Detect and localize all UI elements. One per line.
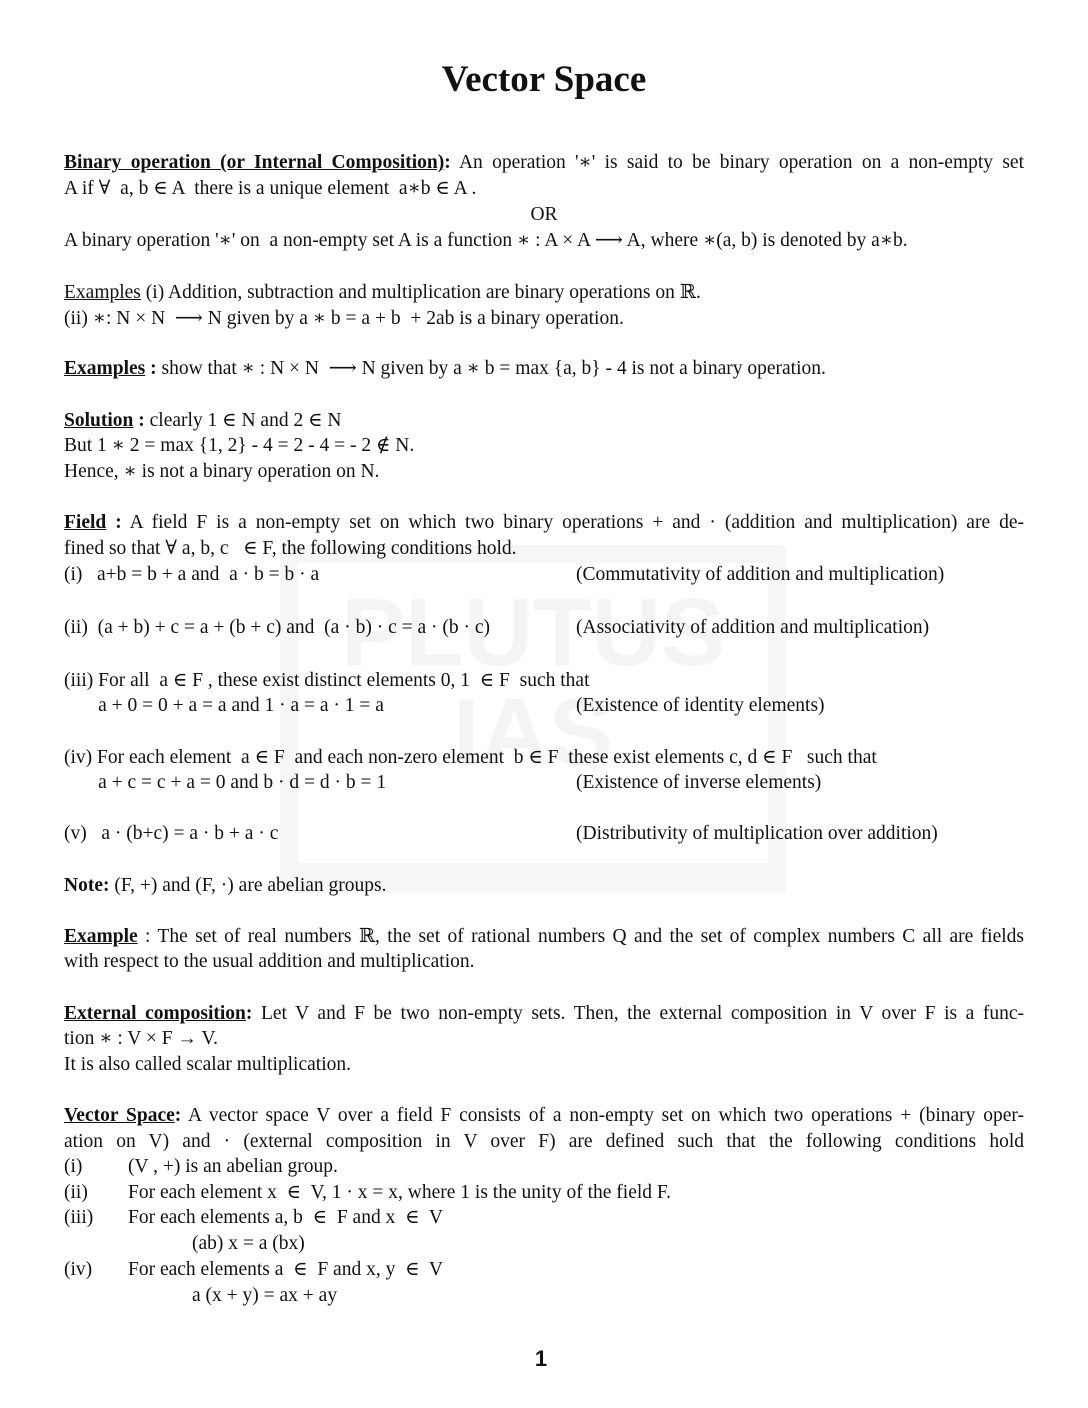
line-text: (F, +) and (F, ·) are abelian groups.	[109, 875, 387, 896]
item-label: (ii)	[64, 1182, 88, 1203]
text-line	[64, 694, 1024, 718]
line-text: ation on V) and · (external composition in V over F) are defined such that the following conditions hold	[64, 1131, 1024, 1152]
item-label: (iv)	[64, 1259, 93, 1280]
text-line	[64, 1130, 1024, 1154]
line-text: : The set of real numbers ℝ, the set of rational numbers Q and the set of complex numbers C all are fields	[137, 926, 1024, 947]
text-line	[64, 511, 1024, 535]
line-text: (V , +) is an abelian group.	[128, 1156, 338, 1177]
line-text: (i) Addition, subtraction and multiplication are binary operations on ℝ.	[140, 282, 701, 303]
line-text: But 1 ∗ 2 = max {1, 2} - 4 = 2 - 4 = - 2 ∉ N.	[64, 435, 415, 456]
text-line	[64, 1258, 1024, 1282]
line-text: clearly 1 ∈ N and 2 ∈ N	[144, 410, 342, 431]
page-title: Vector Space	[441, 59, 647, 100]
text-line	[64, 177, 1024, 201]
text-line	[64, 357, 1024, 381]
text-line	[64, 950, 1024, 974]
text-line	[64, 460, 1024, 484]
text-line	[192, 1232, 1088, 1256]
text-line	[64, 616, 1024, 640]
section-heading: Field	[64, 512, 107, 533]
heading-separator: :	[133, 410, 145, 431]
heading-separator: :	[106, 512, 122, 533]
line-text: OR	[530, 204, 558, 225]
text-line	[64, 771, 1024, 795]
line-text: with respect to the usual addition and multiplication.	[64, 951, 475, 972]
text-line	[64, 151, 1024, 175]
property-note: (Existence of inverse elements)	[576, 772, 822, 793]
text-line	[192, 1284, 1088, 1308]
text-line	[64, 1027, 1024, 1051]
item-label: (iii)	[64, 1207, 94, 1228]
line-text: a (x + y) = ax + ay	[192, 1285, 338, 1306]
line-text: Let V and F be two non-empty sets. Then, the external composition in V over F is a func-	[252, 1003, 1024, 1024]
line-text: (iii) For all a ∈ F , these exist distinct elements 0, 1 ∈ F such that	[64, 670, 590, 691]
line-text: (ii) (a + b) + c = a + (b + c) and (a · b) · c = a · (b · c)	[64, 617, 491, 638]
section-heading: External composition	[64, 1003, 246, 1024]
text-line	[64, 1053, 1024, 1077]
text-line	[64, 281, 1024, 305]
line-text: A field F is a non-empty set on which two binary operations + and · (addition and multiplication) are de-	[121, 512, 1024, 533]
text-line	[64, 537, 1024, 561]
line-text: a + 0 = 0 + a = a and 1 · a = a · 1 = a	[64, 695, 384, 716]
text-line	[64, 874, 1024, 898]
line-text: It is also called scalar multiplication.	[64, 1054, 351, 1075]
text-line	[64, 307, 1024, 331]
section-heading: Example	[64, 926, 138, 947]
heading-separator: :	[444, 152, 451, 173]
text-line	[64, 563, 1024, 587]
property-note: (Existence of identity elements)	[576, 695, 825, 716]
property-note: (Commutativity of addition and multiplication)	[576, 564, 945, 585]
line-text: (ii) ∗: N × N ⟶ N given by a ∗ b = a + b + 2ab is a binary operation.	[64, 308, 624, 329]
text-line	[64, 822, 1024, 846]
section-heading: Solution	[64, 410, 134, 431]
text-line	[64, 409, 1024, 433]
heading-separator: :	[174, 1105, 182, 1126]
text-line	[64, 669, 1024, 693]
line-text: a + c = c + a = 0 and b · d = d · b = 1	[64, 772, 387, 793]
text-line	[64, 1002, 1024, 1026]
line-text: A if ∀ a, b ∈ A there is a unique element a∗b ∈ A .	[64, 178, 477, 199]
line-text: A binary operation '∗' on a non-empty set A is a function ∗ : A × A ⟶ A, where ∗(a, b) is denoted by a∗b.	[64, 230, 908, 251]
text-line	[64, 925, 1024, 949]
page-number: 1	[534, 1346, 548, 1371]
section-heading: Examples	[64, 282, 141, 303]
line-text: For each element x ∈ V, 1 · x = x, where 1 is the unity of the field F.	[128, 1182, 672, 1203]
text-line	[64, 434, 1024, 458]
line-text: A vector space V over a field F consists of a non-empty set on which two operations + (binary oper-	[181, 1105, 1024, 1126]
heading-separator: :	[145, 358, 157, 379]
section-heading: Binary operation (or Internal Composition)	[64, 152, 445, 173]
line-text: tion ∗ : V × F → V.	[64, 1028, 218, 1049]
line-text: (iv) For each element a ∈ F and each non-zero element b ∈ F these exist elements c, d ∈ F such that	[64, 747, 877, 768]
text-line	[64, 229, 1024, 253]
text-line	[64, 1206, 1024, 1230]
text-line	[0, 203, 1088, 227]
item-label: (i)	[64, 1156, 83, 1177]
text-line	[64, 1181, 1024, 1205]
line-text: show that ∗ : N × N ⟶ N given by a ∗ b = max {a, b} - 4 is not a binary operation.	[156, 358, 826, 379]
text-line	[64, 746, 1024, 770]
line-text: For each elements a ∈ F and x, y ∈ V	[128, 1259, 443, 1280]
section-heading: Examples	[64, 358, 146, 379]
line-text: (ab) x = a (bx)	[192, 1233, 305, 1254]
text-line	[64, 1155, 1024, 1179]
line-text: (v) a · (b+c) = a · b + a · c	[64, 823, 279, 844]
heading-separator: :	[245, 1003, 253, 1024]
line-text: For each elements a, b ∈ F and x ∈ V	[128, 1207, 443, 1228]
property-note: (Associativity of addition and multiplication)	[576, 617, 930, 638]
line-text: fined so that ∀ a, b, c ∈ F, the following conditions hold.	[64, 538, 517, 559]
text-line	[64, 1104, 1024, 1128]
section-heading: Note:	[64, 875, 110, 896]
section-heading: Vector Space	[64, 1105, 175, 1126]
property-note: (Distributivity of multiplication over addition)	[576, 823, 938, 844]
line-text: (i) a+b = b + a and a · b = b · a	[64, 564, 320, 585]
line-text: Hence, ∗ is not a binary operation on N.	[64, 461, 380, 482]
line-text: An operation '∗' is said to be binary operation on a non-empty set	[450, 152, 1024, 173]
